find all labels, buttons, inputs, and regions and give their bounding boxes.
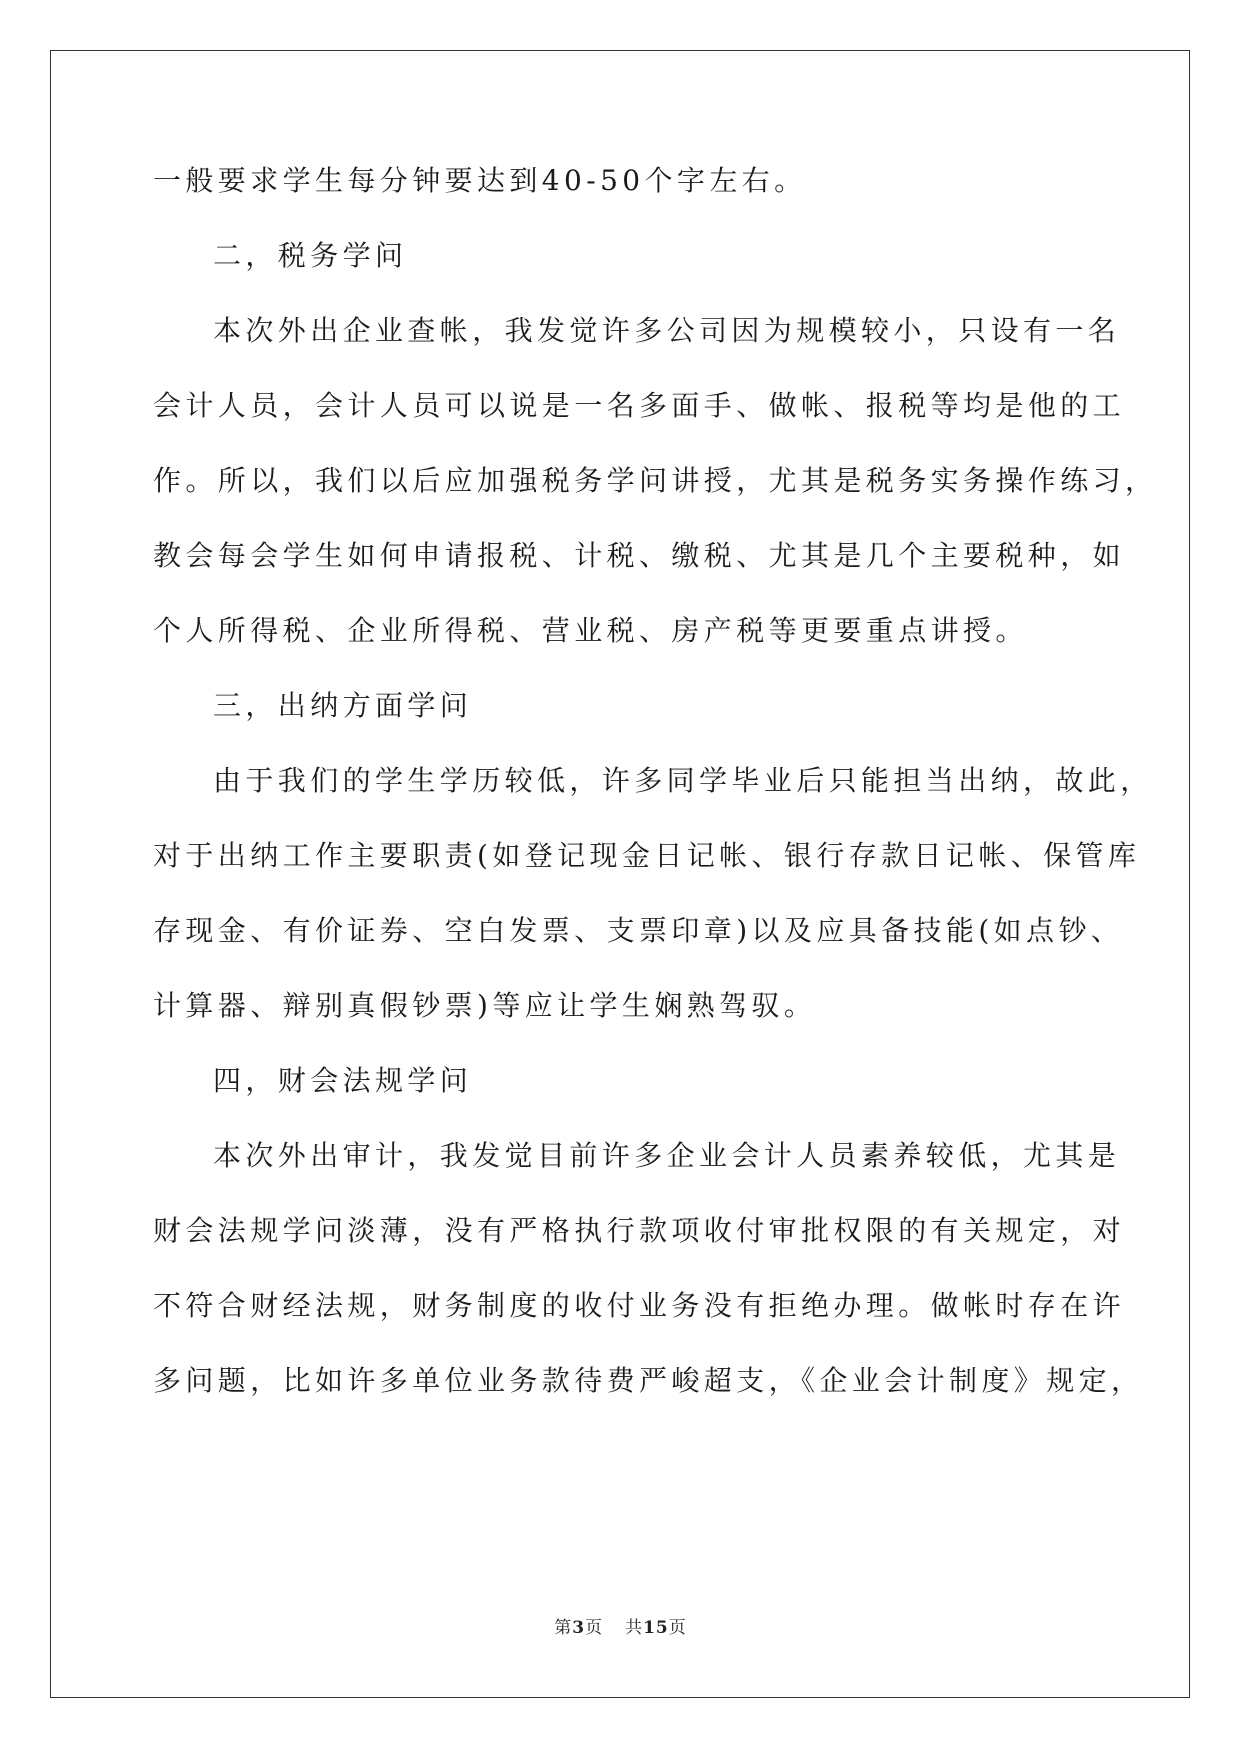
- page-footer: [0, 1613, 1241, 1638]
- body-line: 本次外出企业查帐，我发觉许多公司因为规模较小，只设有一名: [213, 314, 1121, 347]
- body-line: 本次外出审计，我发觉目前许多企业会计人员素养较低，尤其是: [213, 1139, 1121, 1172]
- body-line: 会计人员，会计人员可以说是一名多面手、做帐、报税等均是他的工: [153, 389, 1126, 422]
- page-total: 15: [643, 1618, 669, 1638]
- page-suffix: 页: [585, 1618, 604, 1638]
- body-line: 教会每会学生如何申请报税、计税、缴税、尤其是几个主要税种，如: [153, 539, 1126, 572]
- body-line: 计算器、辩别真假钞票)等应让学生娴熟驾驭。: [153, 989, 817, 1022]
- body-line: 个人所得税、企业所得税、营业税、房产税等更要重点讲授。: [153, 614, 1028, 647]
- body-line: 由于我们的学生学历较低，许多同学毕业后只能担当出纳，故此，: [213, 764, 1153, 797]
- section-heading: 二，税务学问: [213, 239, 408, 272]
- body-line: 不符合财经法规，财务制度的收付业务没有拒绝办理。做帐时存在许: [153, 1289, 1126, 1322]
- page-prefix: 第: [554, 1618, 573, 1638]
- body-line: 作。所以，我们以后应加强税务学问讲授，尤其是税务实务操作练习，: [153, 464, 1158, 497]
- body-line: 对于出纳工作主要职责(如登记现金日记帐、银行存款日记帐、保管库: [153, 839, 1141, 872]
- body-line: 存现金、有价证券、空白发票、支票印章)以及应具备技能(如点钞、: [153, 914, 1124, 947]
- body-line: 财会法规学问淡薄，没有严格执行款项收付审批权限的有关规定，对: [153, 1214, 1126, 1247]
- total-suffix: 页: [668, 1618, 687, 1638]
- body-line: 一般要求学生每分钟要达到40-50个字左右。: [153, 164, 807, 197]
- total-prefix: 共: [625, 1618, 644, 1638]
- body-line: 多问题，比如许多单位业务款待费严峻超支，《企业会计制度》规定，: [153, 1364, 1144, 1397]
- section-heading: 四，财会法规学问: [213, 1064, 473, 1097]
- page-current: 3: [572, 1618, 586, 1638]
- section-heading: 三，出纳方面学问: [213, 689, 473, 722]
